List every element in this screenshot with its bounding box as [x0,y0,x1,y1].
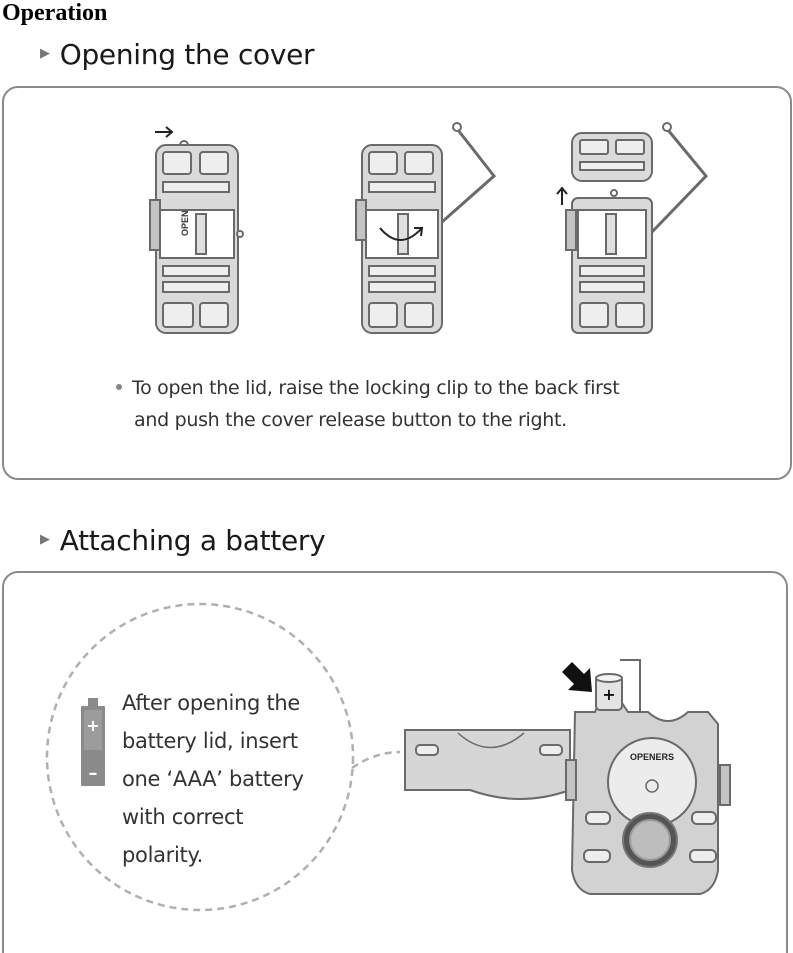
device-closed-illustration [150,127,243,333]
battery-line-4: with correct [122,805,244,829]
bullet-dot [116,384,122,390]
right-arrow-icon [155,127,172,137]
battery-instruction [122,684,304,874]
page-title: Operation [2,0,108,26]
insert-arrow-icon [562,662,592,692]
section-heading-text: Opening the cover [59,38,315,71]
dashed-callout-connector [352,752,400,768]
instruction-line-1: To open the lid, raise the locking clip to the back first [132,377,620,399]
battery-plus-label: + [86,716,100,735]
instruction-line-2: and push the cover release button to the right. [134,409,567,431]
battery-line-2: battery lid, insert [122,729,298,753]
section-heading-text: Attaching a battery [59,524,326,557]
battery-minus-label: – [88,763,98,784]
battery-line-5: polarity. [122,843,203,867]
device-open-battery-illustration [405,660,730,894]
open-label: OPEN [180,210,190,236]
cover-instruction [116,372,619,436]
brand-label: OPENERS [629,752,675,762]
battery-line-3: one ‘AAA’ battery [122,767,304,791]
up-arrow-icon [557,188,567,205]
triangle-bullet-icon: ▶ [40,531,50,547]
triangle-bullet-icon: ▶ [40,45,50,61]
battery-line-1: After opening the [122,691,301,715]
device-clip-raised-illustration [356,123,494,333]
battery-terminal-plus-label: + [602,685,616,704]
device-lid-open-illustration [566,123,706,333]
